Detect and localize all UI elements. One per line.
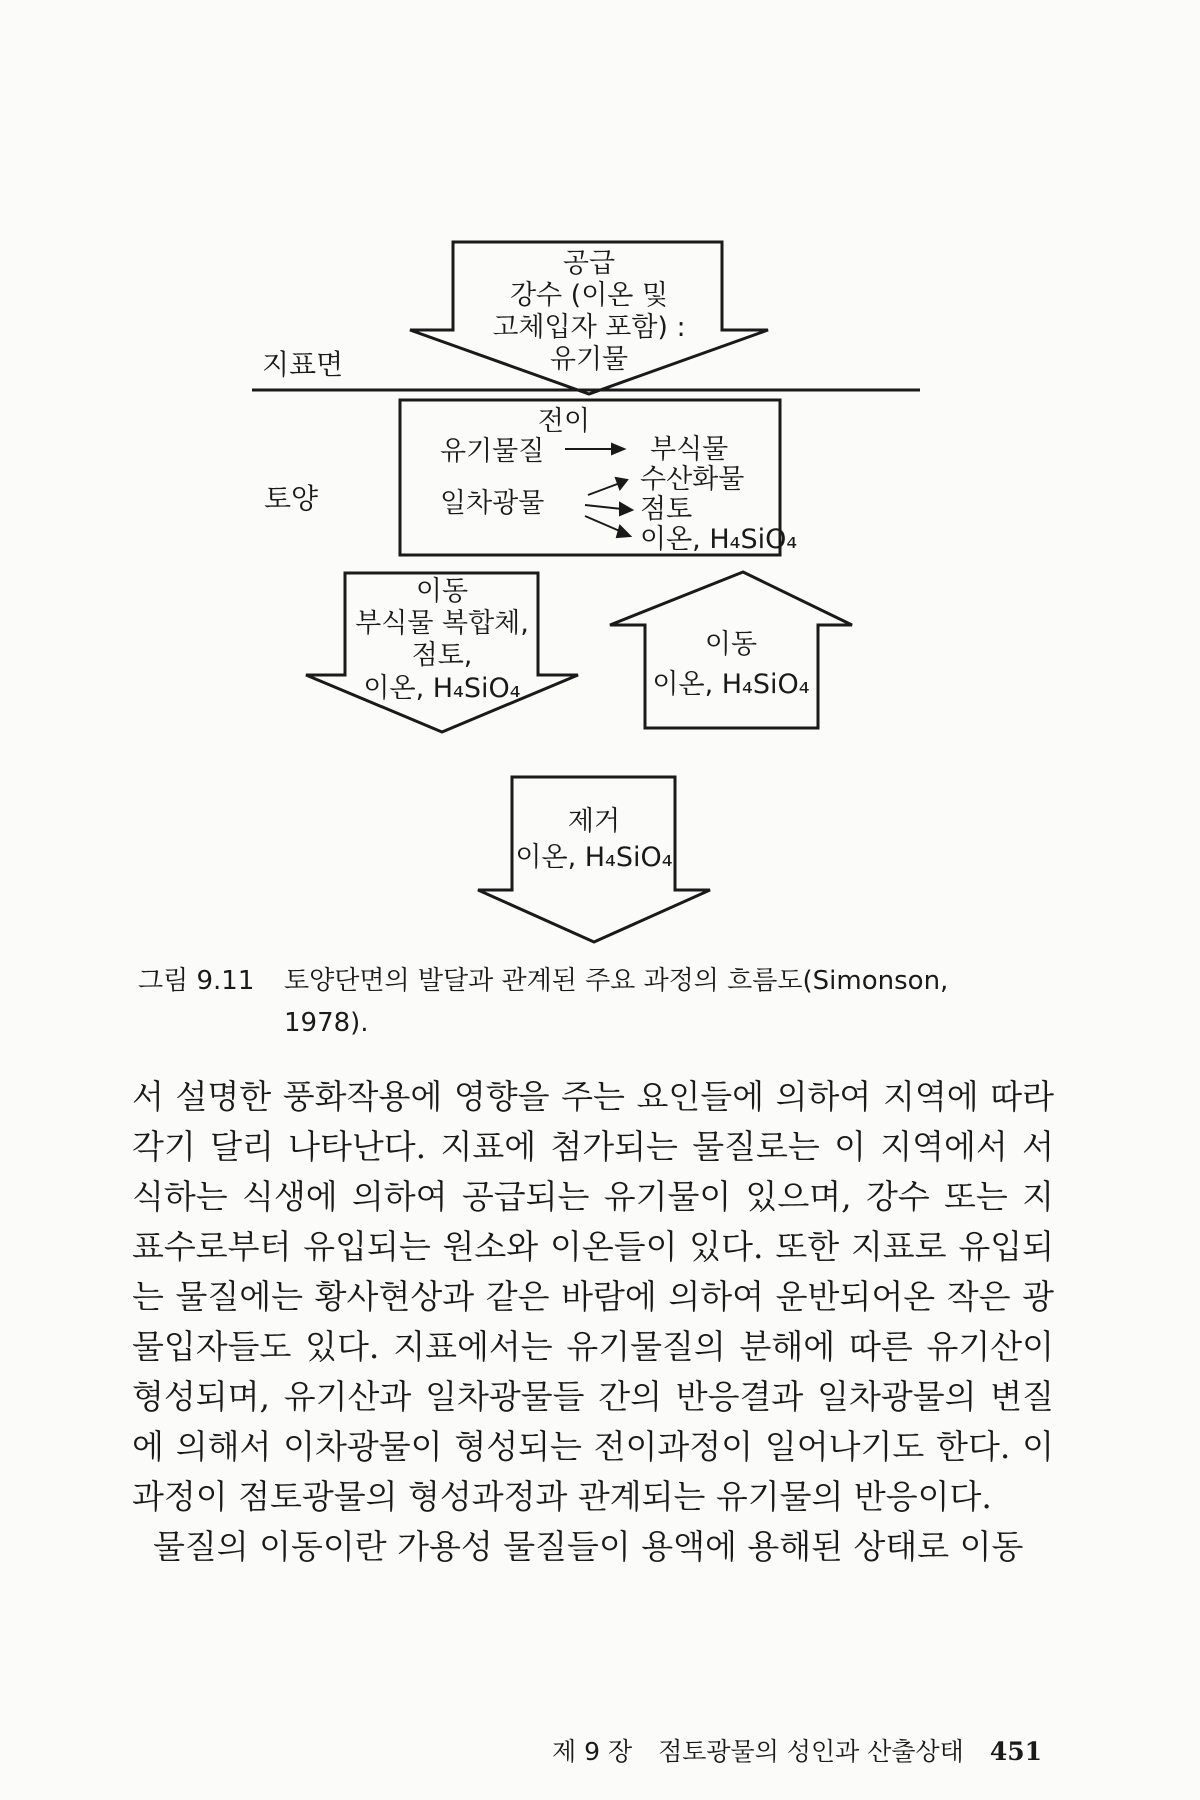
ions-label: 이온, H₄SiO₄ <box>640 524 798 555</box>
caption-text-cont: 1978). <box>284 1008 369 1038</box>
humus-label: 부식물 <box>650 434 729 465</box>
figure-number: 그림 9.11 <box>138 966 255 996</box>
body-paragraph-2: 물질의 이동이란 가용성 물질들이 용액에 용해된 상태로 이동 <box>152 1527 1024 1566</box>
transition-arrows <box>565 444 632 537</box>
page-footer <box>0 1732 1042 1768</box>
chapter-title: 점토광물의 성인과 산출상태 <box>658 1737 964 1766</box>
figure-caption <box>138 960 1058 1044</box>
body-paragraph-1: 서 설명한 풍화작용에 영향을 주는 요인들에 의하여 지역에 따라 각기 달리 나타난다. 지표에 첨가되는 물질로는 이 지역에서 서식하는 식생에 의하여 공급되는 유기물이 있으며, 강수 또는 지표수로부터 유입되는 원소와 이온들이 있다. 또한 지표로 유입되는 물질에는 황사현상과 같은 바람에 의하여 운반되어온 작은 광물입자들도 있다. 지표에서는 유기물질의 분해에 따른 유기산이 형성되며, 유기산과 일차광물들 간의 반응결과 일차광물의 변질에 의해서 이차광물이 형성되는 전이과정이 일어나기도 한다. 이 과정이 점토광물의 형성과정과 관계되는 유기물의 반응이다. <box>132 1077 1054 1516</box>
supply-line-1: 강수 (이온 및 <box>509 280 669 311</box>
move-down-line-1: 부식물 복합체, <box>355 608 529 639</box>
move-down-title: 이동 <box>415 576 469 607</box>
surface-label: 지표면 <box>262 348 344 381</box>
page-number: 451 <box>989 1737 1042 1766</box>
removal-line-1: 이온, H₄SiO₄ <box>515 842 673 873</box>
body-paragraph <box>132 1072 1054 1572</box>
chapter-label: 제 9 장 <box>552 1737 633 1766</box>
primary-minerals-label: 일차광물 <box>440 488 545 519</box>
supply-title: 공급 <box>562 248 616 279</box>
move-up-line-1: 이온, H₄SiO₄ <box>652 669 810 700</box>
hydroxides-label: 수산화물 <box>640 464 745 495</box>
organic-matter-label: 유기물질 <box>440 436 545 467</box>
clay-label: 점토 <box>640 494 693 525</box>
supply-line-3: 유기물 <box>549 344 629 375</box>
caption-text: 토양단면의 발달과 관계된 주요 과정의 흐름도(Simonson, <box>284 966 949 996</box>
move-down-line-3: 이온, H₄SiO₄ <box>363 673 521 704</box>
removal-title: 제거 <box>567 806 621 837</box>
supply-line-2: 고체입자 포함) : <box>492 312 686 343</box>
move-up-title: 이동 <box>704 629 758 660</box>
move-down-line-2: 점토, <box>411 640 473 671</box>
transition-label: 전이 <box>537 406 591 437</box>
soil-label: 토양 <box>264 482 319 515</box>
